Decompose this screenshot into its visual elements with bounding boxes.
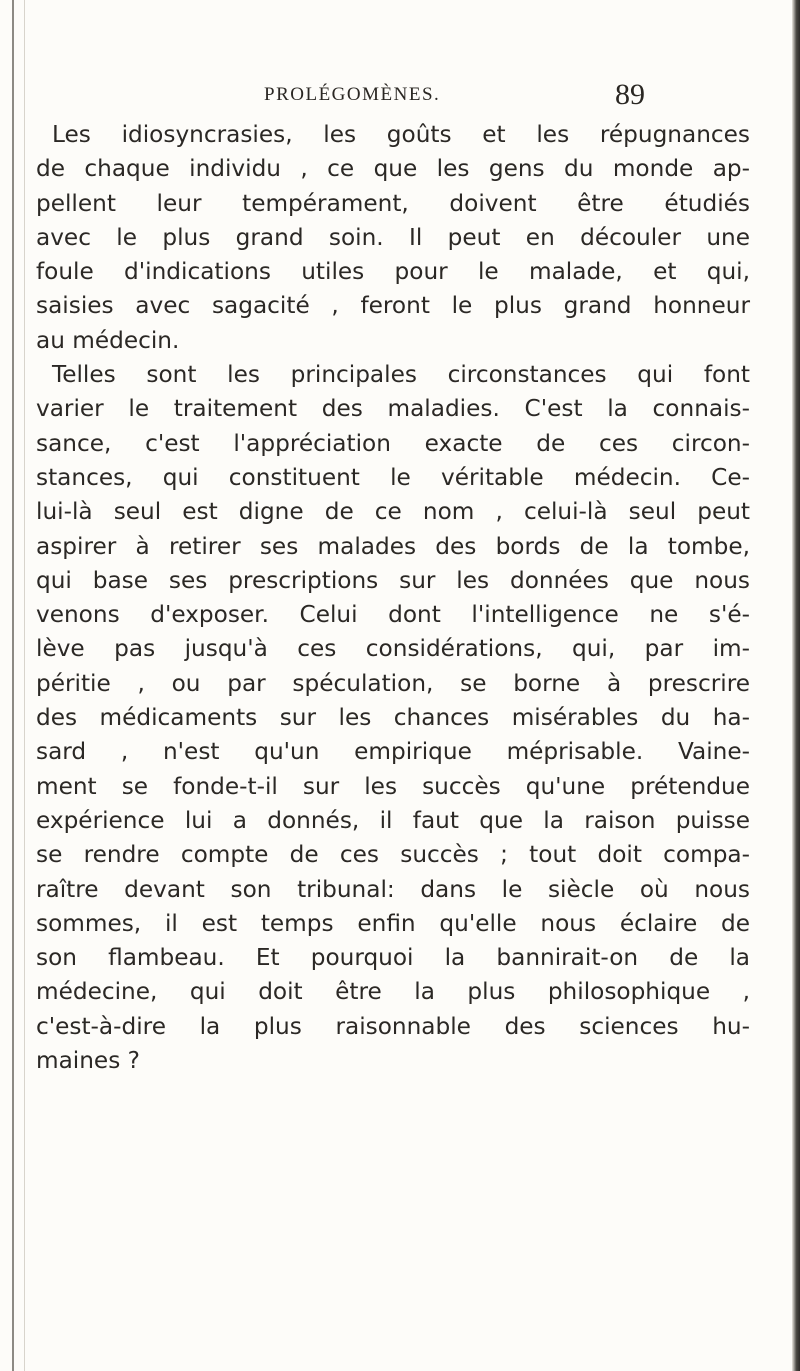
text-line: stances, qui constituent le véritable médecin. Ce-: [36, 463, 750, 491]
text-line: au médecin.: [36, 326, 180, 354]
text-line: sard , n'est qu'un empirique méprisable. Vaine-: [36, 738, 750, 766]
text-line: Les idiosyncrasies, les goûts et les répugnances: [52, 121, 750, 148]
text-line: c'est-à-dire la plus raisonnable des sciences hu-: [36, 1012, 750, 1040]
text-line: son flambeau. Et pourquoi la bannirait-on de la: [36, 944, 750, 972]
text-line: expérience lui a donnés, il faut que la raison puisse: [36, 806, 750, 834]
page-left-edge: [12, 0, 14, 1371]
text-line: varier le traitement des maladies. C'est la connais-: [36, 395, 750, 423]
text-line: avec le plus grand soin. Il peut en découler une: [36, 223, 750, 251]
text-line: Telles sont les principales circonstances qui font: [52, 361, 750, 389]
text-line: ment se fonde-t-il sur les succès qu'une prétendue: [36, 772, 750, 800]
text-line: venons d'exposer. Celui dont l'intelligence ne s'é-: [36, 601, 750, 629]
text-line: sommes, il est temps enfin qu'elle nous éclaire de: [36, 909, 750, 937]
text-line: médecine, qui doit être la plus philosophique ,: [36, 978, 750, 1006]
text-line: raître devant son tribunal: dans le siècle où nous: [36, 875, 750, 903]
text-line: de chaque individu , ce que les gens du monde ap-: [36, 155, 750, 183]
text-line: des médicaments sur les chances misérables du ha-: [36, 704, 750, 732]
text-line: lève pas jusqu'à ces considérations, qui, par im-: [36, 635, 750, 663]
text-line: péritie , ou par spéculation, se borne à prescrire: [36, 669, 750, 697]
body-text: [36, 118, 750, 1078]
text-line: foule d'indications utiles pour le malade, et qui,: [36, 258, 750, 286]
page-header: [36, 78, 750, 122]
running-title: PROLÉGOMÈNES.: [264, 84, 441, 105]
text-line: saisies avec sagacité , feront le plus grand honneur: [36, 292, 750, 320]
text-line: aspirer à retirer ses malades des bords de la tombe,: [36, 532, 750, 560]
page-right-edge: [792, 0, 800, 1371]
text-line: lui-là seul est digne de ce nom , celui-là seul peut: [36, 498, 750, 526]
text-line: qui base ses prescriptions sur les données que nous: [36, 566, 750, 594]
text-line: sance, c'est l'appréciation exacte de ces circon-: [36, 429, 750, 457]
page-left-fold: [24, 0, 25, 1371]
text-line: pellent leur tempérament, doivent être étudiés: [36, 189, 750, 217]
text-line: se rendre compte de ces succès ; tout doit compa-: [36, 841, 750, 869]
page-number: 89: [615, 78, 645, 111]
text-line: maines ?: [36, 1047, 140, 1075]
